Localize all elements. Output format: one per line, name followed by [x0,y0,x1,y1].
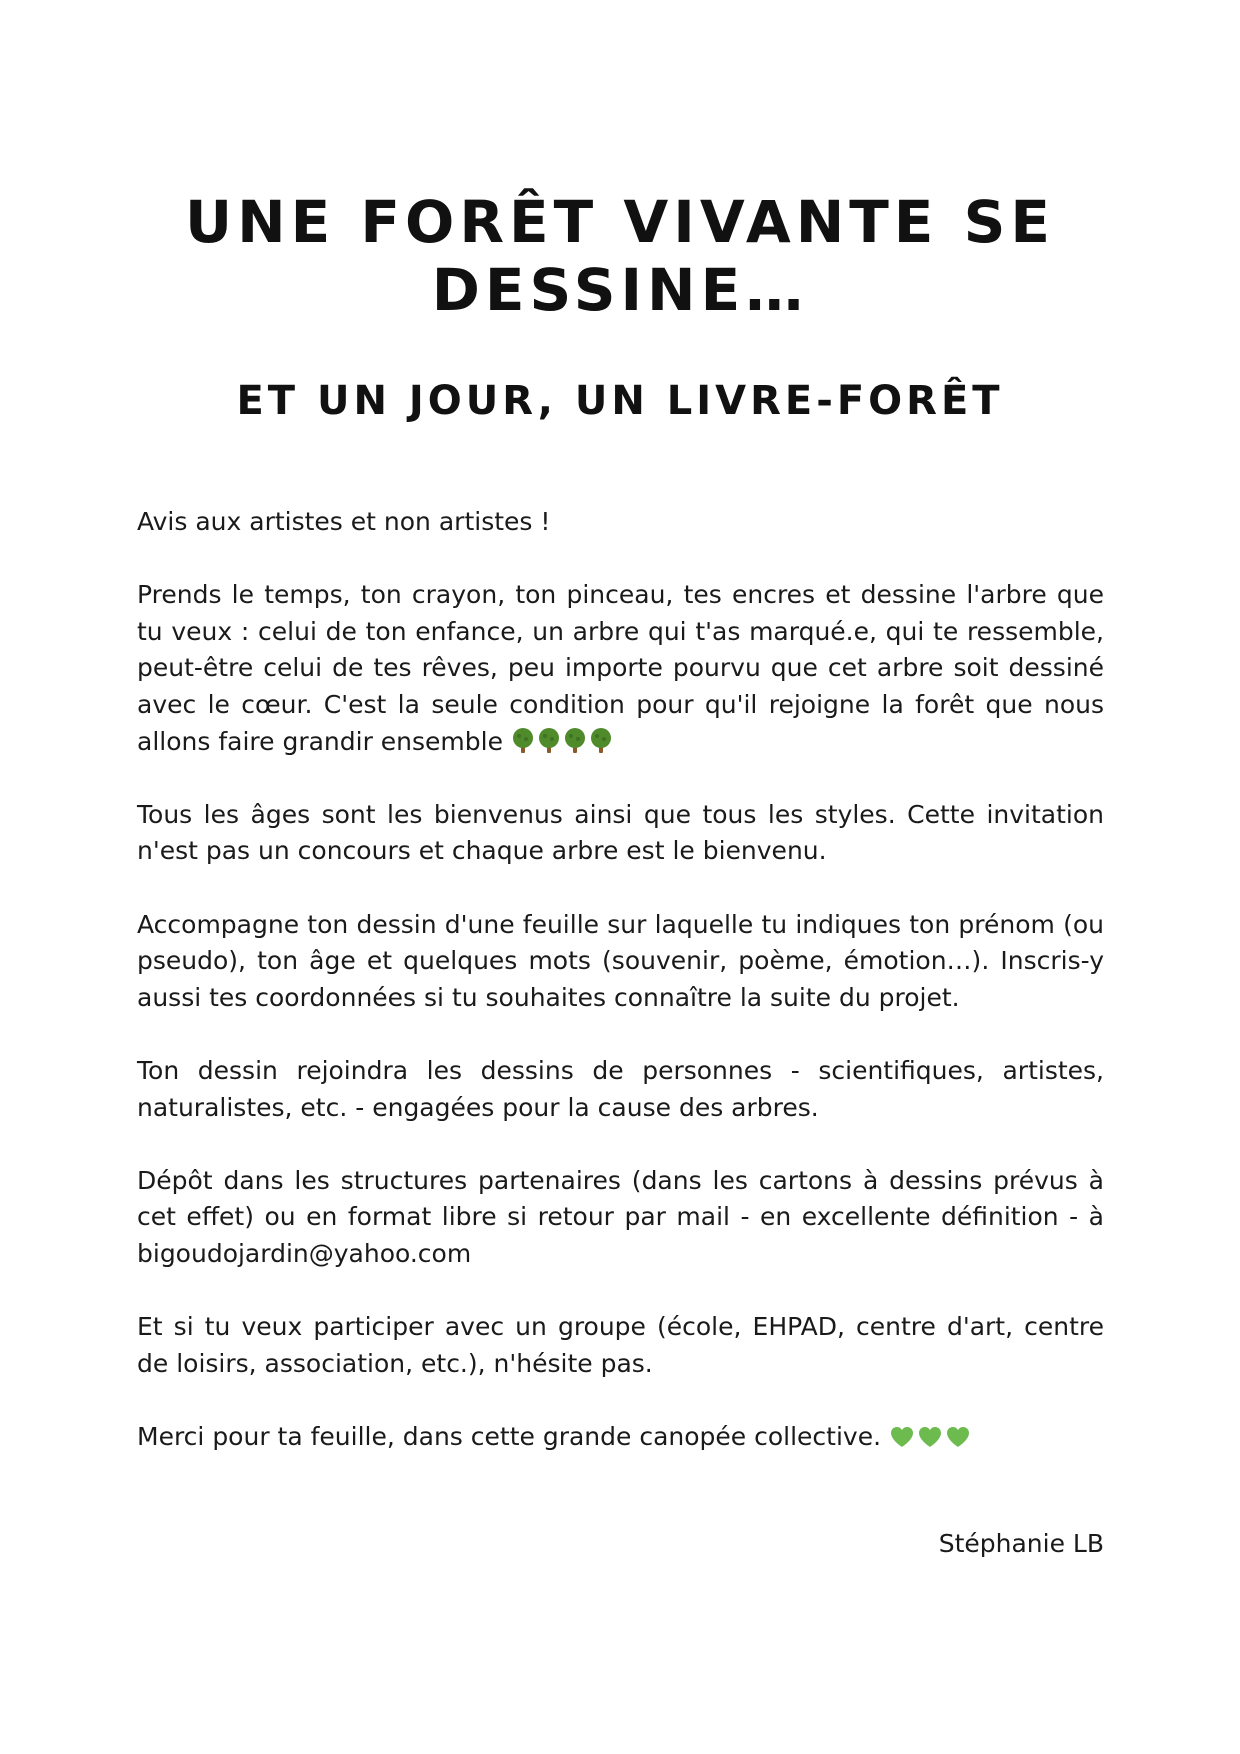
paragraph-text: Tous les âges sont les bienvenus ainsi que tous les styles. Cette invitation n'est pas un concours et chaque arbre est le bienvenu. [137,799,1104,866]
deciduous-tree-icon [589,728,613,754]
paragraph-text: Accompagne ton dessin d'une feuille sur laquelle tu indiques ton prénom (ou pseudo), ton âge et quelques mots (souvenir, poème, émotion…). Inscris-y aussi tes coordonnées si tu souhaites connaître la suite du projet. [137,909,1104,1012]
paragraph-collection [137,1053,1104,1126]
green-heart-icon [917,1425,943,1449]
deciduous-tree-icon [537,728,561,754]
deciduous-tree-icon [511,728,535,754]
tree-emoji-group [511,728,613,754]
paragraph-group [137,1309,1104,1382]
paragraph-text: Avis aux artistes et non artistes ! [137,507,551,536]
paragraph-text: Merci pour ta feuille, dans cette grande canopée collective. [137,1421,882,1451]
paragraph-thanks [137,1419,1104,1456]
paragraph-text: Dépôt dans les structures partenaires (dans les cartons à dessins prévus à cet effet) ou en format libre si retour par mail - en excellente définition - à bigoudojardin@yahoo.com [137,1165,1104,1268]
paragraph-text: Prends le temps, ton crayon, ton pinceau, tes encres et dessine l'arbre que tu veux : celui de ton enfance, un arbre qui t'as marqué.e, qui te ressemble, peut-être celui de tes rêves, peu importe pourvu que cet arbre soit dessiné avec le cœur. C'est la seule condition pour qu'il rejoigne la forêt que nous allons faire grandir ensemble [137,580,1104,756]
paragraph-ages [137,797,1104,870]
page-subtitle: ET UN JOUR, UN LIVRE-FORÊT [236,378,1004,424]
green-heart-icon [945,1425,971,1449]
deciduous-tree-icon [563,728,587,754]
page-title: UNE FORÊT VIVANTE SE DESSINE… [184,188,1056,324]
paragraph-instructions [137,907,1104,1017]
paragraph-invitation [137,577,1104,760]
heart-emoji-group [889,1425,971,1449]
paragraph-greeting [137,504,1104,541]
green-heart-icon [889,1425,915,1449]
paragraph-deposit [137,1163,1104,1273]
paragraph-text: Et si tu veux participer avec un groupe (école, EHPAD, centre d'art, centre de loisirs, association, etc.), n'hésite pas. [137,1312,1104,1378]
paragraph-text: Ton dessin rejoindra les dessins de personnes - scientifiques, artistes, naturalistes, etc. - engagées pour la cause des arbres. [137,1055,1104,1122]
letter-body [137,504,1104,1492]
signature: Stéphanie LB [938,1529,1104,1558]
